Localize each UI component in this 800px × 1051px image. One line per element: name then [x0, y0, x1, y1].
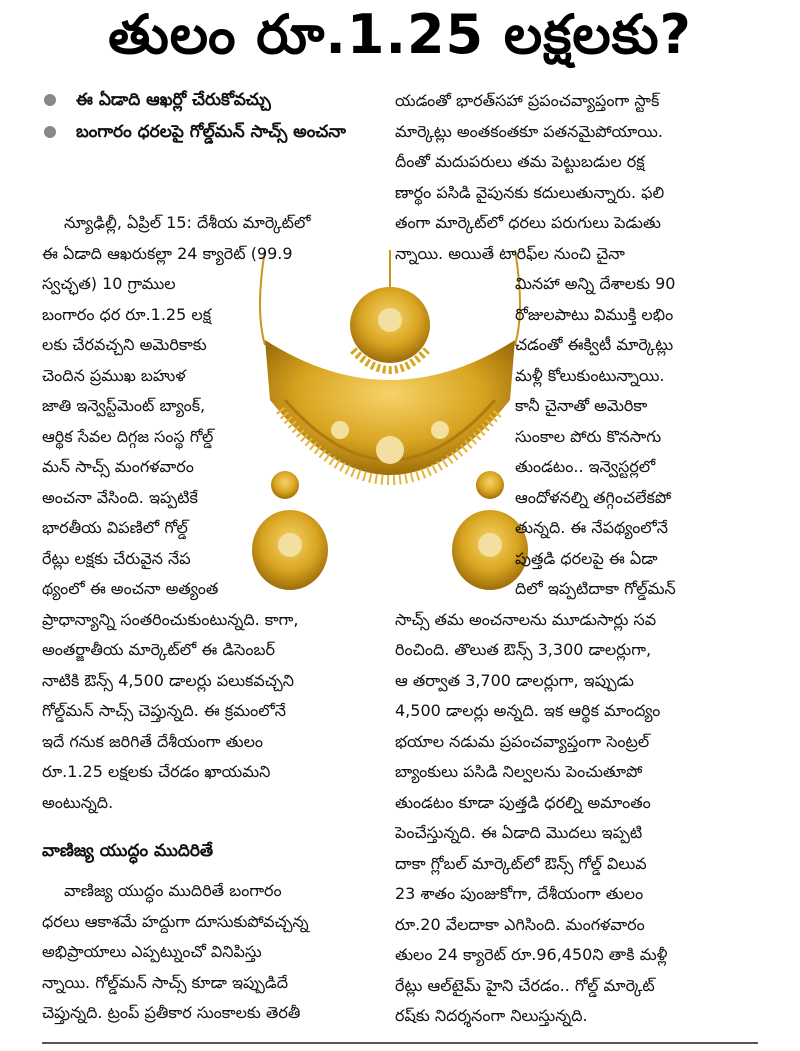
- text-line: కానీ చైనాతో అమెరికా: [515, 396, 648, 415]
- text-line: మళ్లీ కోలుకుంటున్నాయి.: [515, 365, 665, 385]
- text-line: తుండటం కూడా పుత్తడి ధరల్ని అమాంతం: [395, 792, 651, 812]
- text-line: భయాల నడుమ ప్రపంచవ్యాప్తంగా సెంట్రల్: [395, 731, 650, 751]
- text-line: ధరలు ఆకాశమే హద్దుగా దూసుకుపోవచ్చన్న: [42, 911, 309, 931]
- text-line: జాతి ఇన్వెస్ట్‌మెంట్ బ్యాంక్,: [42, 396, 206, 415]
- text-line: పెంచేస్తున్నది. ఈ ఏడాది మొదలు ఇప్పటి: [395, 823, 643, 842]
- text-line: భారతీయ విపణిలో గోల్డ్: [42, 518, 188, 537]
- bullet-text: బంగారం ధరలపై గోల్డ్‌మన్ సాచ్స్ అంచనా: [76, 122, 346, 142]
- text-line: మన్ సాచ్స్ మంగళవారం: [42, 457, 194, 476]
- bottom-divider: [42, 1042, 758, 1044]
- right-column: [395, 86, 725, 1032]
- text-line: రేట్లు ఆల్‌టైమ్ హైని చేరడం.. గోల్డ్ మార్కెట్: [395, 975, 655, 995]
- text-line: అభిప్రాయాలు ఎప్పట్నుంచో వినిపిస్తు: [42, 942, 262, 961]
- text-line: అంటున్నది.: [42, 792, 114, 812]
- text-line: బ్యాంకులు పసిడి నిల్వలను పెంచుతూపో: [395, 762, 643, 781]
- text-line: రూ.20 వేలదాకా ఎగిసింది. మంగళవారం: [395, 914, 645, 934]
- text-line: మినహా అన్ని దేశాలకు 90: [515, 274, 676, 293]
- bullet-text: ఈ ఏడాది ఆఖర్లో చేరుకోవచ్చు: [76, 90, 271, 110]
- text-line: ఆ తర్వాత 3,700 డాలర్లుగా, ఇప్పుడు: [395, 670, 634, 690]
- text-line: రేట్లు లక్షకు చేరువైన నేప: [42, 548, 191, 568]
- text-line: అంచనా వేసింది. ఇప్పటికే: [42, 487, 198, 507]
- text-line: ప్రాధాన్యాన్ని సంతరించుకుంటున్నది. కాగా,: [42, 609, 299, 629]
- text-line: ఆర్థిక సేవల దిగ్గజ సంస్థ గోల్డ్: [42, 426, 214, 446]
- text-line: థ్యంలో ఈ అంచనా అత్యంత: [42, 579, 219, 598]
- text-line: లకు చేరవచ్చని అమెరికాకు: [42, 335, 207, 354]
- text-line: రష్‌కు నిదర్శనంగా నిలుస్తున్నది.: [395, 1006, 588, 1025]
- text-line: న్యూఢిల్లీ, ఏప్రిల్ 15: దేశీయ మార్కెట్‌లో: [64, 213, 311, 232]
- text-line: న్నాయి. అయితే టారిఫ్‌ల నుంచి చైనా: [395, 243, 625, 263]
- text-line: సుంకాల పోరు కొనసాగు: [515, 426, 662, 446]
- text-line: పుత్తడి ధరలపై ఈ ఏడా: [515, 548, 658, 568]
- text-line: ఆందోళనల్ని తగ్గించలేకపో: [515, 487, 672, 507]
- text-line: దాకా గ్లోబల్ మార్కెట్‌లో ఔన్స్ గోల్డ్ విలువ: [395, 853, 647, 873]
- text-line: తున్నది. ఈ నేపథ్యంలోనే: [515, 518, 669, 537]
- text-line: నాటికి ఔన్స్ 4,500 డాలర్లు పలుకవచ్చని: [42, 670, 294, 690]
- text-line: చెందిన ప్రముఖ బహుళ: [42, 365, 186, 385]
- body-paragraph: [395, 86, 725, 1032]
- text-line: బంగారం ధర రూ.1.25 లక్ష: [42, 304, 212, 324]
- text-line: 23 శాతం పుంజుకోగా, దేశీయంగా తులం: [395, 884, 644, 903]
- text-line: స్వచ్ఛత) 10 గ్రాముల: [42, 274, 176, 293]
- text-line: దిలో ఇప్పటిదాకా గోల్డ్‌మన్: [515, 579, 676, 598]
- text-line: 4,500 డాలర్లు అన్నది. ఇక ఆర్థిక మాంద్యం: [395, 701, 661, 720]
- bullet-list: [42, 84, 382, 148]
- section-subheading: వాణిజ్య యుద్ధం ముదిరితే: [42, 841, 214, 861]
- text-line: తంగా మార్కెట్‌లో ధరలు పరుగులు పెడుతు: [395, 213, 661, 232]
- left-column: [42, 208, 372, 1029]
- bullet-dot-icon: [44, 94, 56, 106]
- text-line: రించింది. తొలుత ఔన్స్ 3,300 డాలర్లుగా,: [395, 640, 652, 659]
- text-line: గోల్డ్‌మన్ సాచ్స్ చెప్తున్నది. ఈ క్రమంలోనే: [42, 701, 286, 720]
- text-line: చెప్తున్నది. ట్రంప్ ప్రతీకార సుంకాలకు తెరతీ: [42, 1003, 301, 1022]
- bullet-item: [42, 116, 382, 148]
- text-line: అంతర్జాతీయ మార్కెట్‌లో ఈ డిసెంబర్: [42, 640, 276, 659]
- text-line: సాచ్స్ తమ అంచనాలను మూడుసార్లు సవ: [395, 609, 657, 629]
- text-line: వాణిజ్య యుద్ధం ముదిరితే బంగారం: [64, 881, 282, 900]
- text-line: ఈ ఏడాది ఆఖరుకల్లా 24 క్యారెట్ (99.9: [42, 243, 293, 263]
- text-line: యడంతో భారత్‌సహా ప్రపంచవ్యాప్తంగా స్టాక్: [395, 91, 660, 110]
- text-line: దీంతో మదుపరులు తమ పెట్టుబడుల రక్ష: [395, 152, 645, 171]
- body-paragraph: [42, 876, 372, 1029]
- text-line: చడంతో ఈక్విటీ మార్కెట్లు: [515, 335, 674, 354]
- body-paragraph: [42, 208, 372, 818]
- text-line: ణార్థం పసిడి వైపునకు కదులుతున్నారు. ఫలి: [395, 182, 665, 202]
- bullet-item: [42, 84, 382, 116]
- text-line: ఇదే గనుక జరిగితే దేశీయంగా తులం: [42, 731, 264, 751]
- text-line: రూ.1.25 లక్షలకు చేరడం ఖాయమని: [42, 762, 271, 781]
- text-line: మార్కెట్లు అంతకంతకూ పతనమైపోయాయి.: [395, 121, 663, 141]
- text-line: న్నాయి. గోల్డ్‌మన్ సాచ్స్ కూడా ఇప్పుడిదే: [42, 972, 289, 992]
- text-line: తుండటం.. ఇన్వెస్టర్లలో: [515, 457, 656, 476]
- text-line: తులం 24 క్యారెట్ రూ.96,450ని తాకి మళ్లీ: [395, 945, 668, 964]
- text-line: రోజులపాటు విముక్తి లభిం: [515, 304, 674, 324]
- headline: తులం రూ.1.25 లక్షలకు?: [108, 3, 692, 66]
- bullet-dot-icon: [44, 126, 56, 138]
